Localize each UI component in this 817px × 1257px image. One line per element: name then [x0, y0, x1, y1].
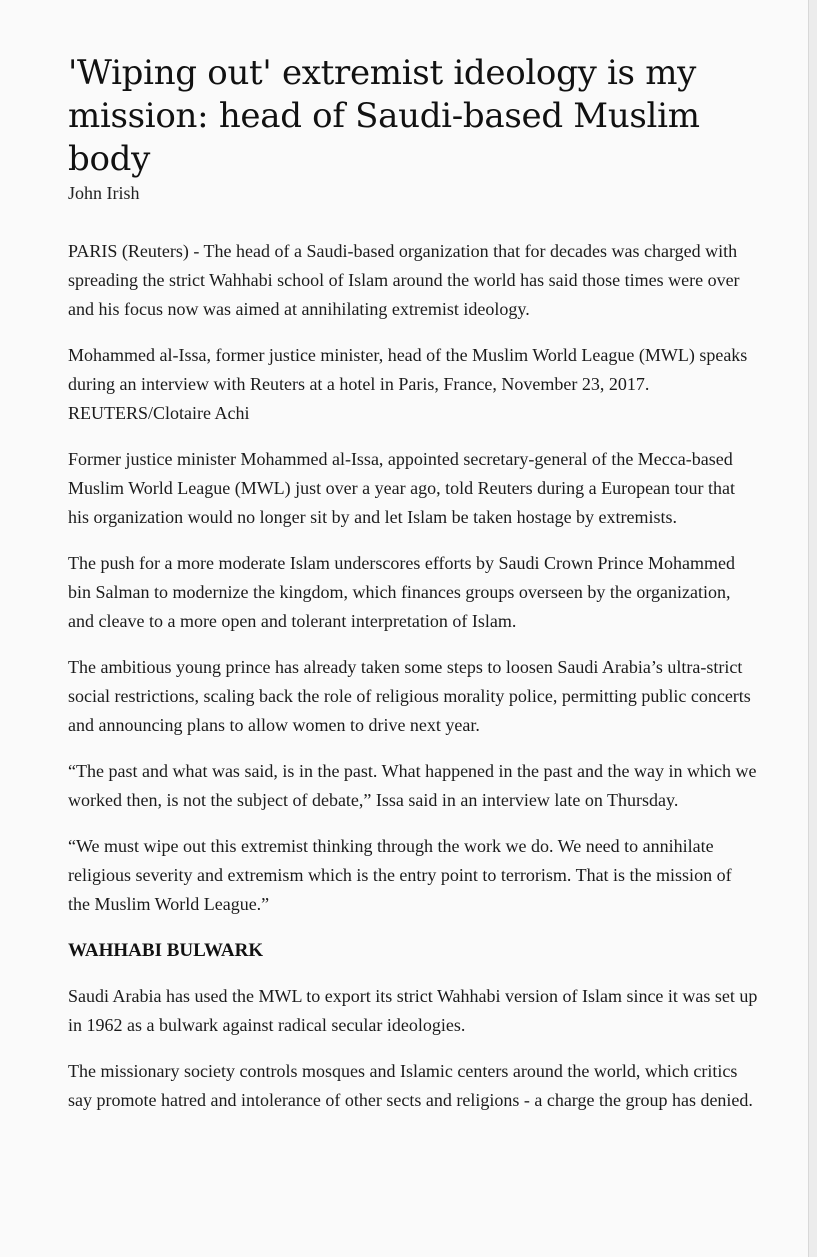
paragraph-7: “We must wipe out this extremist thinking through the work we do. We need to annihilate religious severity and extremism which is the entry point to terrorism. That is the mission of the Muslim World League.” [68, 836, 732, 914]
paragraph-6: “The past and what was said, is in the past. What happened in the past and the way in which we worked then, is not the subject of debate,” Issa said in an interview late on Thursday. [68, 761, 757, 810]
paragraph-1: PARIS (Reuters) - The head of a Saudi-based organization that for decades was charged with spreading the strict Wahhabi school of Islam around the world has said those times were over and his focus now was aimed at annihilating extremist ideology. [68, 241, 740, 319]
paragraph-2-photo-caption: Mohammed al-Issa, former justice minister, head of the Muslim World League (MWL) speaks during an interview with Reuters at a hotel in Paris, France, November 23, 2017. REUTERS/Clotaire Achi [68, 345, 748, 423]
paragraph-4: The push for a more moderate Islam underscores efforts by Saudi Crown Prince Mohammed bin Salman to modernize the kingdom, which finances groups overseen by the organization, and cleave to a more open and tolerant interpretation of Islam. [68, 553, 735, 631]
section-subheading: WAHHABI BULWARK [68, 940, 264, 961]
paragraph-8: Saudi Arabia has used the MWL to export its strict Wahhabi version of Islam since it was set up in 1962 as a bulwark against radical secular ideologies. [68, 986, 758, 1035]
article-title: 'Wiping out' extremist ideology is my mission: head of Saudi-based Muslim body [68, 53, 700, 179]
article-byline: John Irish [68, 183, 140, 203]
paragraph-9: The missionary society controls mosques and Islamic centers around the world, which critics say promote hatred and intolerance of other sects and religions - a charge the group has denied. [68, 1061, 753, 1110]
paragraph-3: Former justice minister Mohammed al-Issa, appointed secretary-general of the Mecca-based Muslim World League (MWL) just over a year ago, told Reuters during a European tour that his organization would no longer sit by and let Islam be taken hostage by extremists. [68, 449, 736, 527]
paragraph-5: The ambitious young prince has already taken some steps to loosen Saudi Arabia’s ultra-strict social restrictions, scaling back the role of religious morality police, permitting public concerts and announcing plans to allow women to drive next year. [68, 657, 751, 735]
article [68, 52, 758, 1132]
scrollbar-track[interactable] [808, 0, 817, 1257]
